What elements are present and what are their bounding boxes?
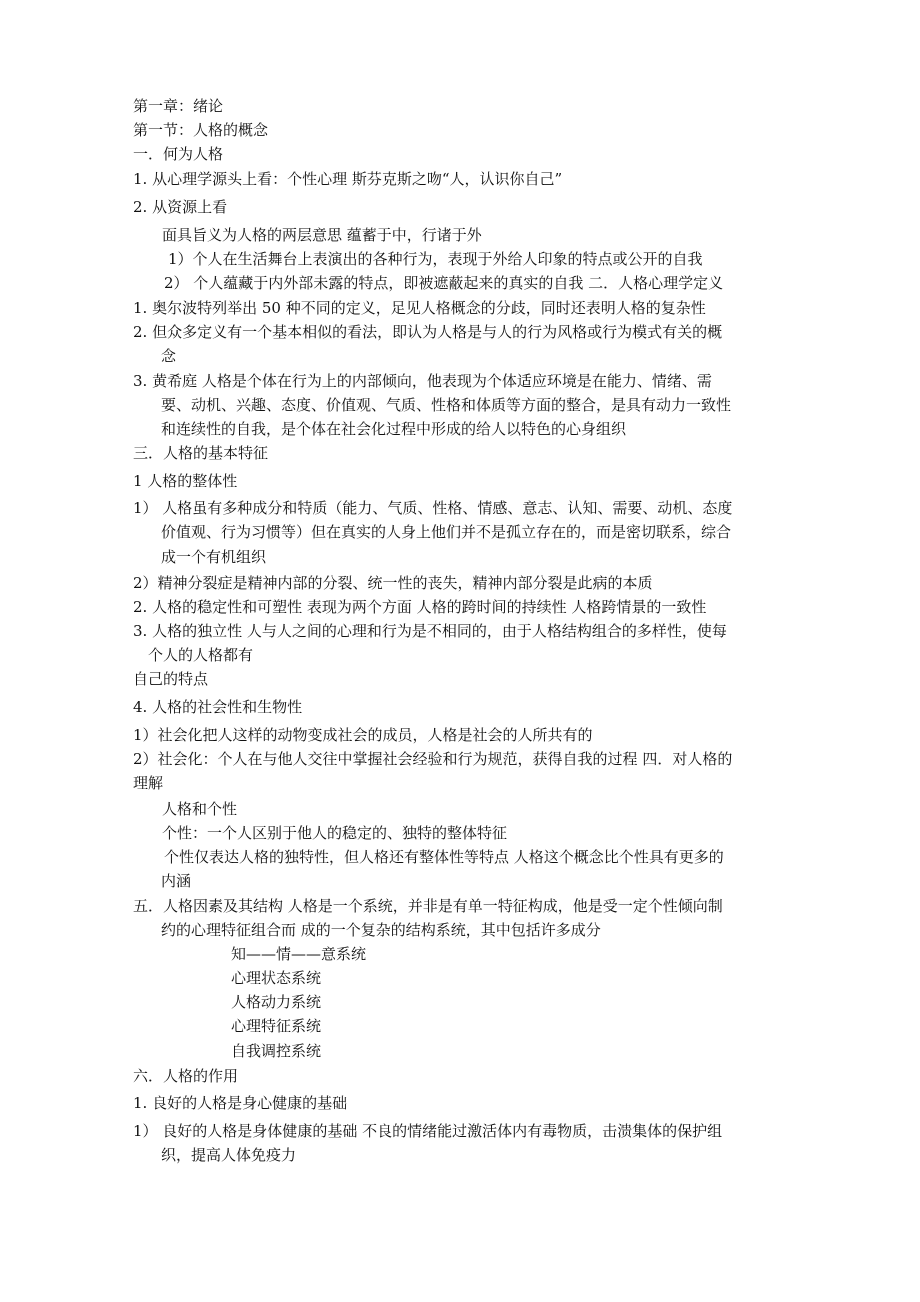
text-line: 2. 但众多定义有一个基本相似的看法，即认为人格是与人的行为风格或行为模式有关的概 bbox=[133, 323, 723, 341]
text-line: 1. 从心理学源头上看：个性心理 斯芬克斯之吻“人，认识你自己” bbox=[133, 170, 563, 188]
text-line: 1 人格的整体性 bbox=[133, 472, 238, 490]
text-line: 价值观、行为习惯等）但在真实的人身上他们并不是孤立存在的，而是密切联系，综合 bbox=[161, 523, 732, 541]
text-line: 理解 bbox=[133, 774, 164, 792]
text-line: 1. 奥尔波特列举出 50 种不同的定义，足见人格概念的分歧，同时还表明人格的复杂性 bbox=[133, 299, 706, 317]
text-line: 约的心理特征组合而 成的一个复杂的结构系统，其中包括许多成分 bbox=[161, 921, 601, 939]
text-line: 2. 从资源上看 bbox=[133, 198, 228, 216]
text-line: 1. 良好的人格是身心健康的基础 bbox=[133, 1094, 348, 1112]
text-line: 内涵 bbox=[161, 872, 192, 890]
heading-6: 六．人格的作用 bbox=[133, 1067, 239, 1085]
text-line: 个性仅表达人格的独特性，但人格还有整体性等特点 人格这个概念比个性具有更多的 bbox=[164, 848, 724, 866]
text-line: 1） 人格虽有多种成分和特质（能力、气质、性格、情感、意志、认知、需要、动机、态度 bbox=[133, 499, 733, 517]
heading-5: 五．人格因素及其结构 人格是一个系统，并非是有单一特征构成，他是受一定个性倾向制 bbox=[133, 897, 723, 915]
text-line: 人格和个性 bbox=[162, 800, 238, 818]
heading-3: 三．人格的基本特征 bbox=[133, 444, 269, 462]
text-line: 织，提高人体免疫力 bbox=[161, 1146, 297, 1164]
text-line: 1）社会化把人这样的动物变成社会的成员，人格是社会的人所共有的 bbox=[133, 726, 593, 744]
text-line: 面具旨义为人格的两层意思 蕴蓄于中，行诸于外 bbox=[162, 226, 482, 244]
text-line: 2）社会化：个人在与他人交往中掌握社会经验和行为规范，获得自我的过程 四．对人格的 bbox=[133, 750, 733, 768]
text-line: 2. 人格的稳定性和可塑性 表现为两个方面 人格的跨时间的持续性 人格跨情景的一致性 bbox=[133, 598, 707, 616]
text-line: 要、动机、兴趣、态度、价值观、气质、性格和体质等方面的整合，是具有动力一致性 bbox=[161, 396, 732, 414]
text-line: 个性：一个人区别于他人的稳定的、独特的整体特征 bbox=[162, 824, 508, 842]
text-line: 和连续性的自我，是个体在社会化过程中形成的给人以特色的心身组织 bbox=[161, 420, 627, 438]
text-line: 2） 个人蕴藏于内外部未露的特点，即被遮蔽起来的真实的自我 二．人格心理学定义 bbox=[164, 274, 724, 292]
text-line: 3. 黄希庭 人格是个体在行为上的内部倾向，他表现为个体适应环境是在能力、情绪、需 bbox=[133, 372, 712, 390]
text-line: 1）个人在生活舞台上表演出的各种行为，表现于外给人印象的特点或公开的自我 bbox=[168, 250, 703, 268]
text-line: 自己的特点 bbox=[133, 670, 209, 688]
system-item: 人格动力系统 bbox=[231, 993, 322, 1011]
text-line: 2）精神分裂症是精神内部的分裂、统一性的丧失，精神内部分裂是此病的本质 bbox=[133, 574, 653, 592]
text-line: 成一个有机组织 bbox=[161, 548, 267, 566]
system-item: 心理状态系统 bbox=[231, 969, 322, 987]
text-line: 念 bbox=[161, 347, 177, 365]
text-line: 4. 人格的社会性和生物性 bbox=[133, 698, 303, 716]
text-line: 1） 良好的人格是身体健康的基础 不良的情绪能过激活体内有毒物质，击溃集体的保护组 bbox=[133, 1122, 723, 1140]
system-item: 自我调控系统 bbox=[231, 1042, 322, 1060]
system-item: 知——情——意系统 bbox=[231, 945, 367, 963]
heading-1: 一．何为人格 bbox=[133, 145, 224, 163]
text-line: 3. 人格的独立性 人与人之间的心理和行为是不相同的，由于人格结构组合的多样性，使每 bbox=[133, 622, 727, 640]
section-title: 第一节：人格的概念 bbox=[133, 121, 269, 139]
chapter-title: 第一章：绪论 bbox=[133, 97, 224, 115]
text-line: 个人的人格都有 bbox=[148, 646, 254, 664]
system-item: 心理特征系统 bbox=[231, 1017, 322, 1035]
